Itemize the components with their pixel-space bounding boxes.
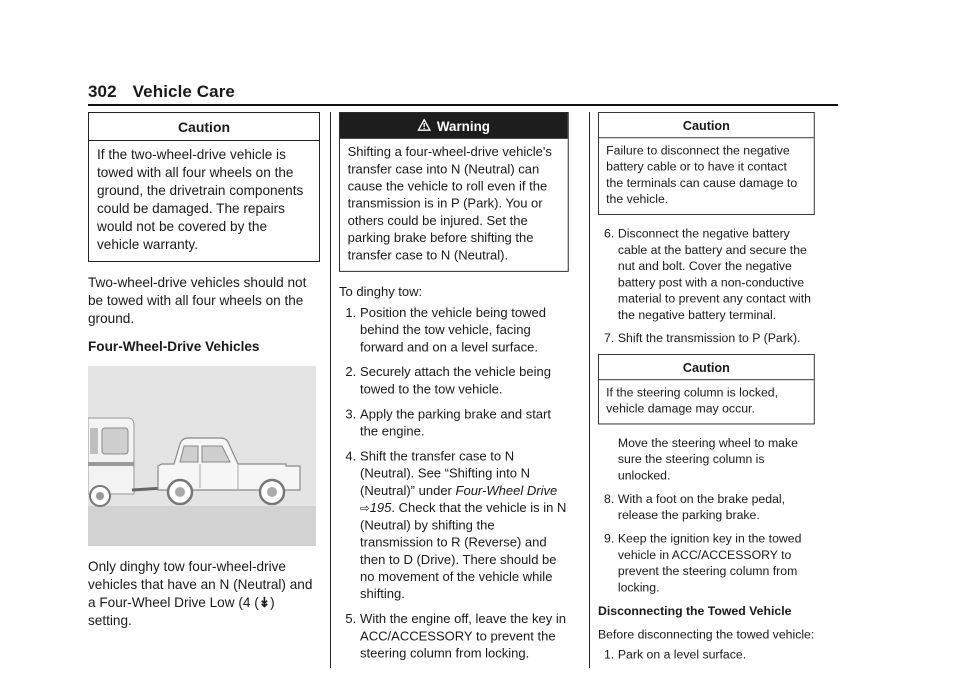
steps-list — [339, 304, 569, 662]
list-item — [339, 611, 569, 663]
page-header — [88, 82, 235, 102]
column-1 — [88, 112, 320, 640]
step-text: Securely attach the vehicle being towed to the tow vehicle. — [360, 364, 552, 397]
intro-text: To dinghy tow: — [339, 284, 423, 299]
warning-header — [340, 113, 568, 139]
caution-title: Caution — [599, 355, 814, 380]
step-number: 3. — [345, 406, 357, 422]
list-item — [598, 226, 815, 324]
page-ref-arrow-icon: ⇨ — [360, 501, 370, 515]
step-text: Disconnect the negative battery cable at the battery and secure the nut and bolt. Cover the negative battery post with a non-conductive material to prevent any contact with the negative battery terminal. — [617, 226, 811, 322]
column-2 — [339, 112, 569, 670]
column-divider-2 — [589, 112, 590, 668]
warning-box — [339, 112, 569, 272]
step-number: 6. — [604, 226, 615, 241]
step-text: Apply the parking brake and start the engine. — [360, 406, 552, 439]
list-item — [339, 304, 569, 356]
steps-list — [598, 226, 815, 347]
step-number: 2. — [345, 364, 357, 380]
subheading: Four-Wheel-Drive Vehicles — [88, 339, 260, 354]
caution-box — [88, 112, 320, 262]
list-item — [598, 531, 815, 596]
caution-title: Caution — [599, 113, 814, 138]
subheading: Disconnecting the Towed Vehicle — [598, 604, 792, 618]
column-divider-1 — [330, 112, 331, 668]
step-text: Park on a level surface. — [617, 647, 747, 661]
step-text: With a foot on the brake pedal, release the parking brake. — [617, 492, 786, 522]
list-item — [339, 448, 569, 603]
step-number: 1. — [604, 647, 615, 661]
step-number: 7. — [604, 331, 615, 345]
step-text: . Check that the vehicle is in N (Neutral) by shifting the transmission to R (Reverse) and then to D (Drive). There should be no movement of the vehicle while shifting. — [360, 500, 567, 602]
text: ) setting. — [88, 595, 275, 628]
caution-text: If the steering column is locked, vehicle damage may occur. — [606, 385, 779, 416]
caution-text: Failure to disconnect the negative battery cable or to have it contact the terminals can cause damage to the vehicle. — [606, 143, 798, 206]
step-text: Keep the ignition key in the towed vehicle in ACC/ACCESSORY to prevent the steering column from locking. — [617, 531, 802, 595]
paragraph: Move the steering wheel to make sure the steering column is unlocked. — [617, 436, 798, 483]
steps-list — [598, 491, 815, 596]
section-title: Vehicle Care — [132, 82, 235, 101]
step-number: 4. — [345, 448, 357, 464]
text: Only dinghy tow four-wheel-drive vehicles that have an N (Neutral) and a Four-Wheel Drive Low (4 ( — [88, 559, 313, 610]
list-item — [339, 364, 569, 398]
step-number: 9. — [604, 531, 615, 546]
paragraph: Before disconnecting the towed vehicle: — [598, 627, 815, 642]
step-number: 1. — [345, 305, 357, 320]
caution-text: If the two-wheel-drive vehicle is towed with all four wheels on the ground, the drivetrain components could be damaged. The repairs would not be covered by the vehicle warranty. — [97, 147, 304, 252]
column-3 — [598, 112, 815, 670]
step-number: 5. — [345, 611, 357, 626]
step-number: 8. — [604, 492, 615, 506]
warning-text: Shifting a four-wheel-drive vehicle's transfer case into N (Neutral) can cause the vehicle to roll even if the transmission is in P (Park). You or others could be injured. Set the parking brake before shifting the transfer case to N (Neutral). — [347, 144, 552, 263]
step-text: Shift the transmission to P (Park). — [617, 331, 801, 345]
towing-illustration — [88, 366, 316, 546]
step-text: Position the vehicle being towed behind the tow vehicle, facing forward and on a level surface. — [360, 305, 546, 355]
four-wheel-low-icon: ↡ — [258, 595, 271, 610]
list-item — [598, 331, 815, 347]
caution-box — [598, 354, 815, 424]
page-number: 302 — [88, 82, 117, 101]
paragraph: Two-wheel-drive vehicles should not be towed with all four wheels on the ground. — [88, 275, 307, 326]
list-item — [598, 647, 815, 663]
warning-triangle-icon — [418, 118, 431, 135]
step-text: With the engine off, leave the key in ACC/ACCESSORY to prevent the steering column from locking. — [360, 611, 566, 661]
caution-title: Caution — [89, 113, 319, 141]
rv-towing-truck-image — [88, 366, 316, 546]
step-text: Shift the transfer case to N (Neutral). See “Shifting into N (Neutral)” under — [360, 448, 531, 498]
caution-box — [598, 112, 815, 215]
page-reference-link[interactable]: Four-Wheel Drive — [455, 483, 558, 498]
list-item — [339, 406, 569, 440]
page-reference-number[interactable]: 195 — [369, 500, 392, 515]
paragraph-four-low — [88, 558, 320, 630]
warning-title: Warning — [436, 118, 490, 135]
list-item — [598, 491, 815, 524]
steps-list — [598, 647, 815, 663]
header-rule — [88, 104, 838, 106]
